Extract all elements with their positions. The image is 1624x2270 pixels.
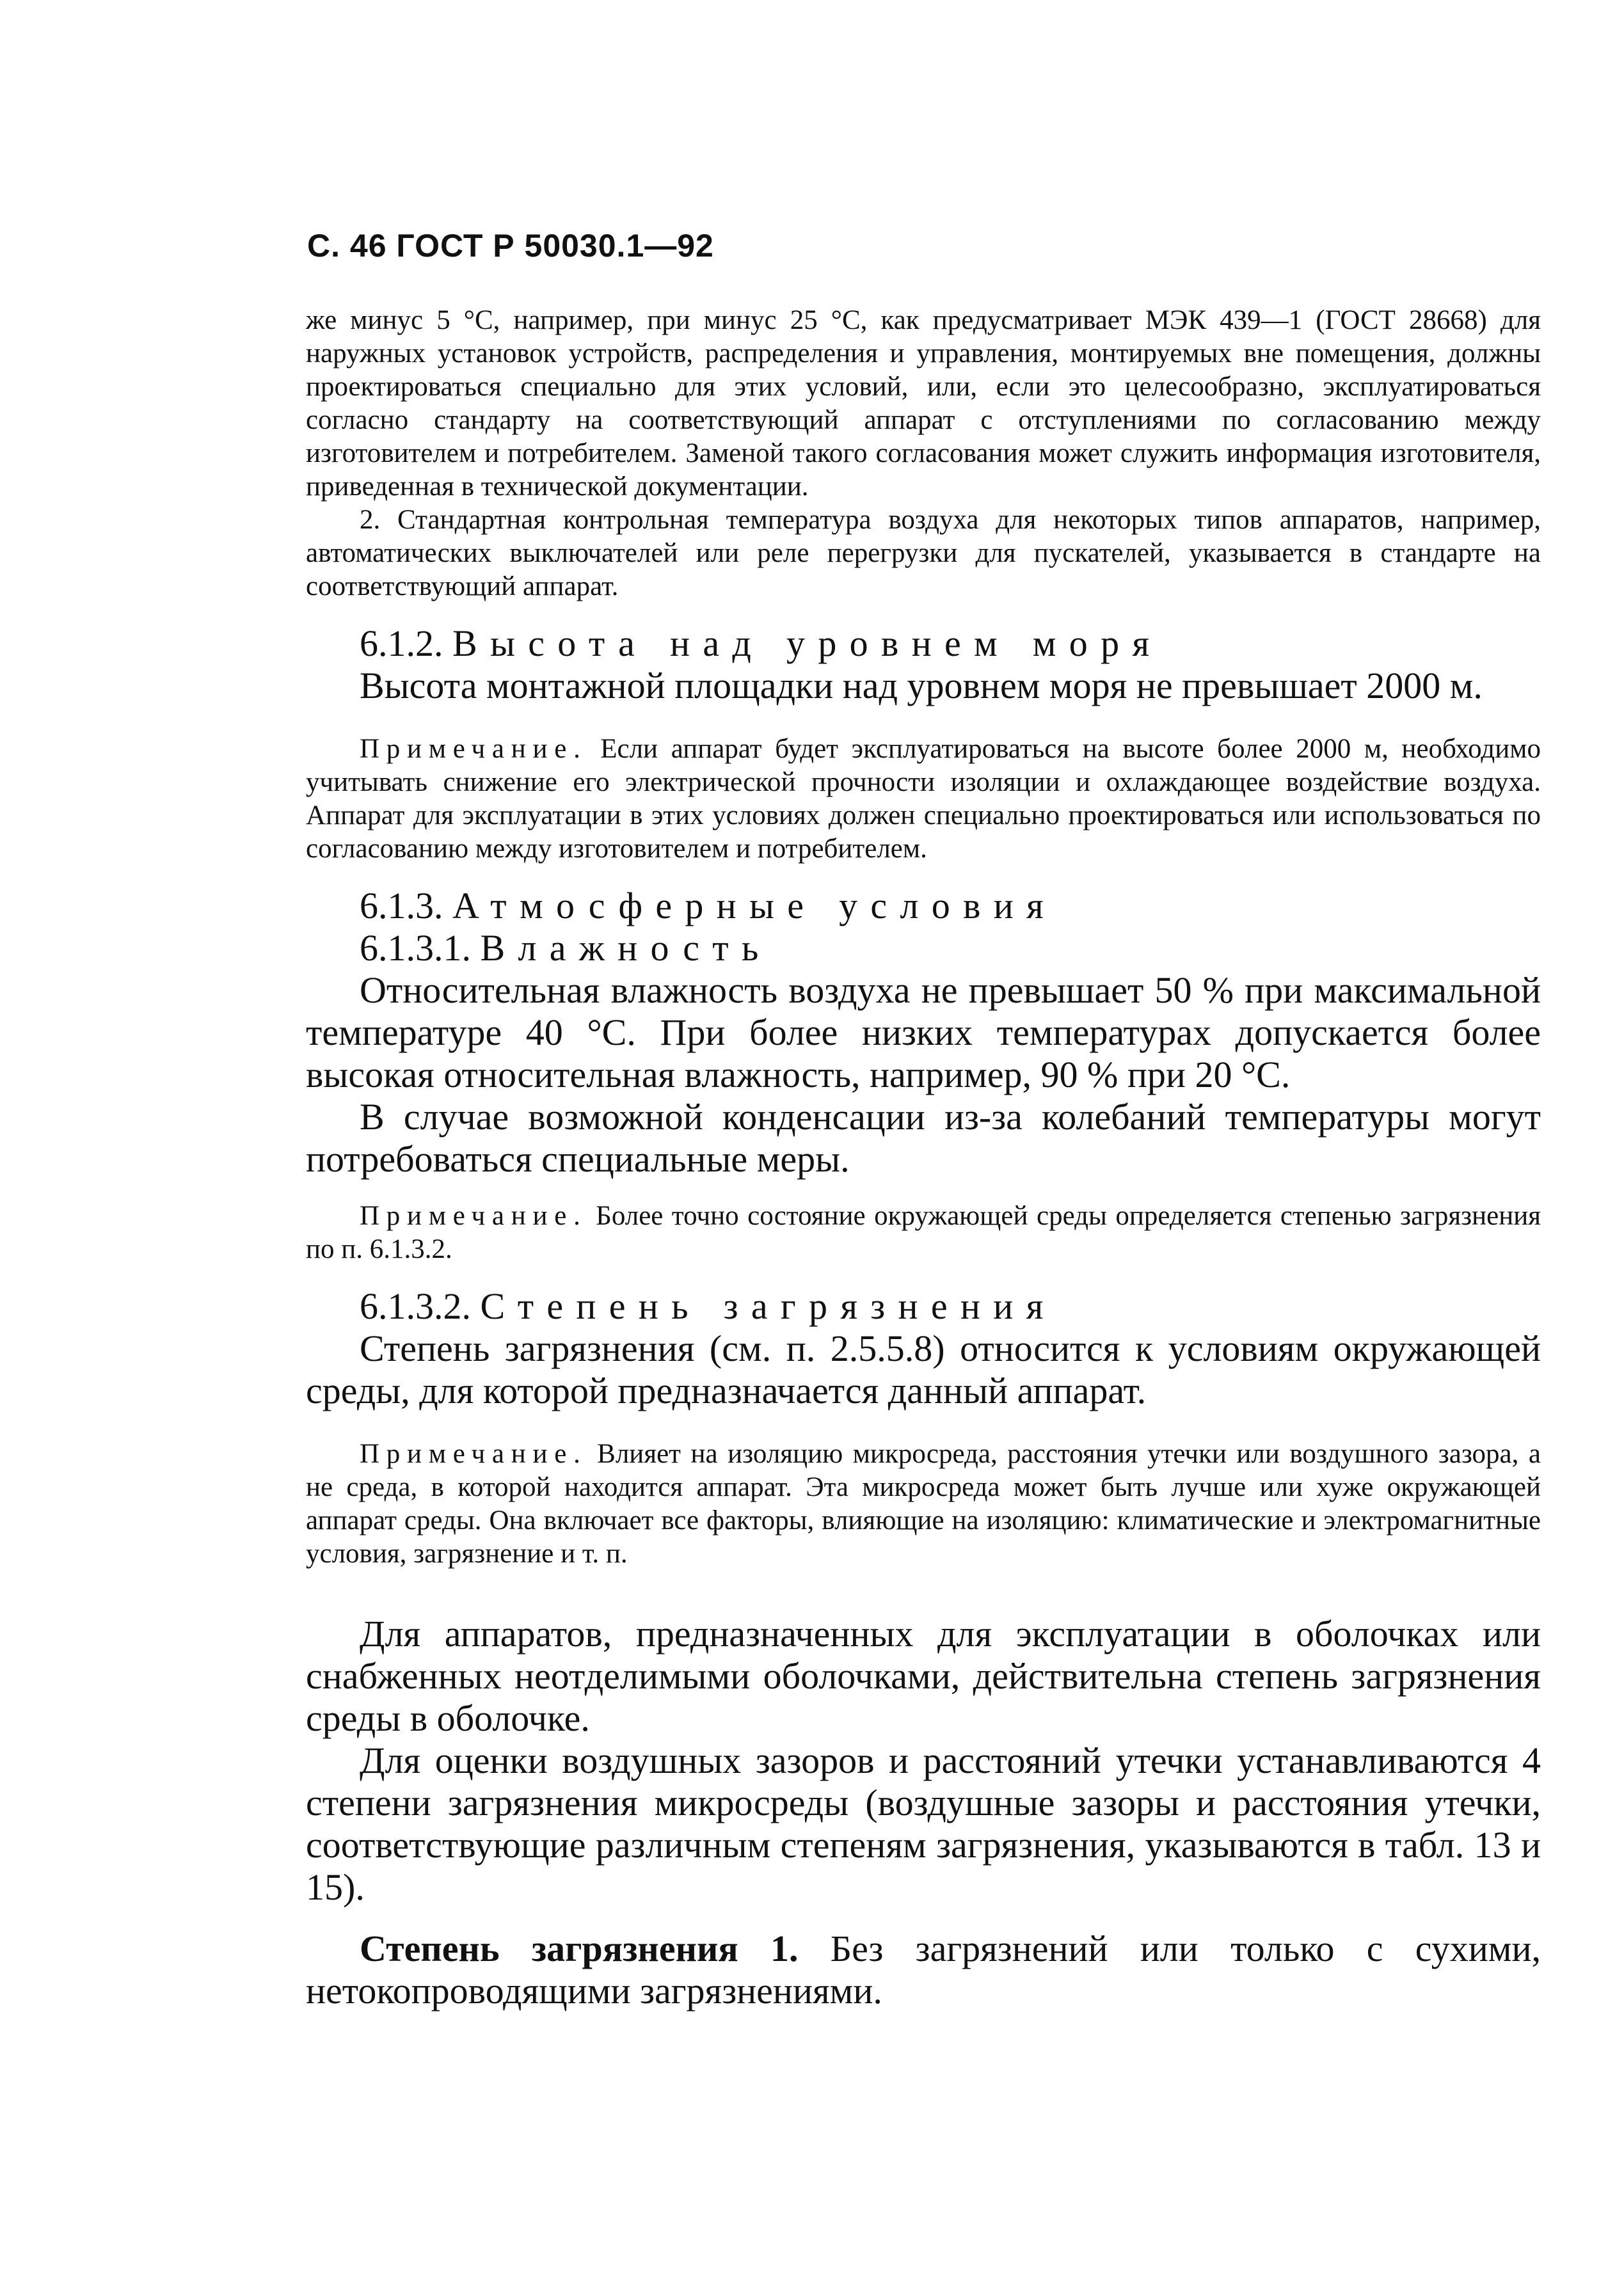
section-6-1-3-heading — [306, 885, 1541, 927]
section-number: 6.1.3.1. — [360, 927, 471, 969]
note-2-paragraph: 2. Стандартная контрольная температура воздуха для некоторых типов аппаратов, например, автоматических выключателей или реле перегрузки для пускателей, указывается в стандарте на соответствующий аппарат. — [306, 505, 1541, 601]
humidity-note — [306, 1200, 1541, 1266]
evaluation-paragraph: Для оценки воздушных зазоров и расстояний утечки устанавливаются 4 степени загрязнения микросреды (воздушные зазоры и расстояния утечки, соответствующие различным степеням загрязнения, указываются в табл. 13 и 15). — [306, 1740, 1541, 1908]
section-number: 6.1.3.2. — [360, 1285, 471, 1327]
section-title: Атмосферные условия — [452, 885, 1057, 926]
section-title: Степень загрязнения — [480, 1285, 1056, 1327]
altitude-note — [306, 733, 1541, 866]
note-label: Примечание. — [360, 1439, 587, 1469]
note-text: Если аппарат будет эксплуатироваться на высоте более 2000 м, необходимо учитывать снижение его электрической прочности изоляции и охлаждающее воздействие воздуха. Аппарат для эксплуатации в этих условиях должен специально проектироваться или использоваться по согласованию между изготовителем и потребителем. — [306, 734, 1541, 864]
enclosure-paragraph: Для аппаратов, предназначенных для эксплуатации в оболочках или снабженных неотделимыми оболочками, действительна степень загрязнения среды в оболочке. — [306, 1613, 1541, 1739]
section-number: 6.1.3. — [360, 885, 443, 926]
section-title: Высота над уровнем моря — [452, 623, 1163, 664]
note-label: Примечание. — [360, 734, 587, 764]
section-title: Влажность — [480, 927, 772, 969]
note-text: Влияет на изоляцию микросреда, расстояния утечки или воздушного зазора, а не среда, в которой находится аппарат. Эта микросреда может быть лучше или хуже окружающей аппарат среды. Она включает все факторы, влияющие на изоляцию: климатические и электромагнитные условия, загрязнение и т. п. — [306, 1439, 1541, 1569]
humidity-paragraph: Относительная влажность воздуха не превышает 50 % при максимальной температуре 40 °С. При более низких температурах допускается более высокая относительная влажность, например, 90 % при 20 °С. — [306, 969, 1541, 1095]
intro-paragraph: же минус 5 °С, например, при минус 25 °С, как предусматривает МЭК 439—1 (ГОСТ 28668) для наружных установок устройств, распределения и управления, монтируемых вне помещения, должны проектироваться специально для этих условий, или, если это целесообразно, эксплуатироваться согласно стандарту на соответствующий аппарат с отступлениями по согласованию между изготовителем и потребителем. Заменой такого согласования может служить информация изготовителя, приведенная в технической документации. — [306, 305, 1541, 502]
page-content — [306, 304, 1541, 2012]
section-6-1-2-heading — [306, 623, 1541, 665]
altitude-paragraph: Высота монтажной площадки над уровнем моря не превышает 2000 м. — [360, 665, 1483, 706]
section-number: 6.1.2. — [360, 623, 443, 664]
section-6-1-3-1-heading — [306, 927, 1541, 969]
condensation-paragraph: В случае возможной конденсации из-за колебаний температуры могут потребоваться специальные меры. — [306, 1096, 1541, 1180]
note-label: Примечание. — [360, 1201, 587, 1231]
degree-text: Без загрязнений или только с сухими, нетокопроводящими загрязнениями. — [306, 1928, 1541, 2012]
page-header: С. 46 ГОСТ Р 50030.1—92 — [307, 228, 714, 264]
pollution-paragraph: Степень загрязнения (см. п. 2.5.5.8) относится к условиям окружающей среды, для которой предназначается данный аппарат. — [306, 1328, 1541, 1411]
degree-label: Степень загрязнения 1. — [360, 1928, 799, 1969]
pollution-degree-1-paragraph — [306, 1928, 1541, 2012]
pollution-note — [306, 1438, 1541, 1571]
note-text: Более точно состояние окружающей среды определяется степенью загрязнения по п. 6.1.3.2. — [306, 1201, 1541, 1264]
section-6-1-3-2-heading — [306, 1285, 1541, 1328]
